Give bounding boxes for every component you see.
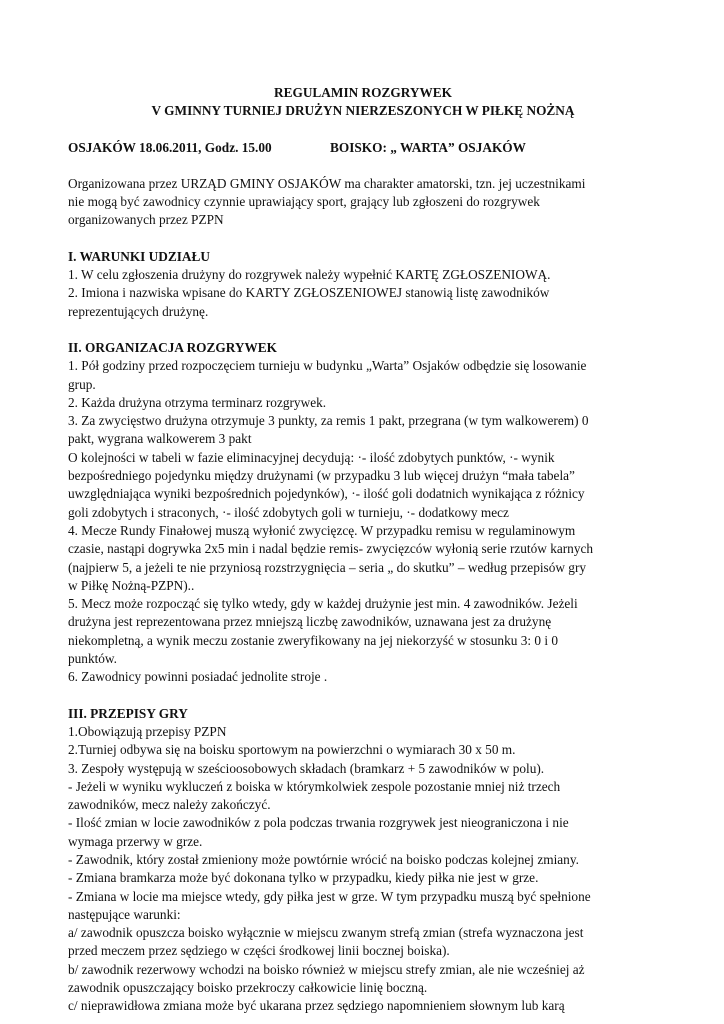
section-line: c/ nieprawidłowa zmiana może być ukarana przez sędziego napomnieniem słownym lub karą (68, 998, 565, 1014)
section-line: - Zmiana bramkarza może być dokonana tylko w przypadku, kiedy piłka nie jest w grze. (68, 870, 539, 886)
title-line-1: REGULAMIN ROZGRYWEK (274, 85, 452, 100)
section-line: 6. Zawodnicy powinni posiadać jednolite stroje . (68, 669, 328, 685)
intro-line: Organizowana przez URZĄD GMINY OSJAKÓW ma charakter amatorski, tzn. jej uczestnikami (68, 175, 586, 191)
section-line: 2.Turniej odbywa się na boisku sportowym na powierzchni o wymiarach 30 x 50 m. (68, 742, 516, 758)
section-line: 4. Mecze Rundy Finałowej muszą wyłonić zwycięzcę. W przypadku remisu w regulaminowym (68, 522, 576, 538)
section-line: O kolejności w tabeli w fazie eliminacyjnej decydują: ·- ilość zdobytych punktów, ·- wynik (68, 449, 555, 465)
section-line: reprezentujących drużynę. (68, 303, 209, 319)
date-place-row (68, 139, 658, 157)
section-heading: III. PRZEPISY GRY (68, 705, 188, 721)
section-line: przed meczem przez sędziego w części środkowej linii bocznej boiska). (68, 943, 450, 959)
section-line: - Ilość zmian w locie zawodników z pola podczas trwania rozgrywek jest nieograniczona i nie (68, 815, 569, 831)
section-line: 2. Każda drużyna otrzyma terminarz rozgrywek. (68, 394, 327, 410)
section-line: - Jeżeli w wyniku wykluczeń z boiska w którymkolwiek zespole pozostanie mniej niż trzech (68, 778, 561, 794)
section-line: uwzględniająca wyniki bezpośrednich pojedynków), ·- ilość goli dodatnich wynikająca z różnicy (68, 486, 585, 502)
section-line: 1. Pół godziny przed rozpoczęciem turnieju w budynku „Warta” Osjaków odbędzie się losowanie (68, 358, 587, 374)
section-heading: I. WARUNKI UDZIAŁU (68, 248, 210, 264)
section-game-rules (68, 705, 658, 1016)
section-line: czasie, nastąpi dogrywka 2x5 min i nadal będzie remis- zwycięzców wyłonią serie rzutów karnych (68, 541, 594, 557)
section-organization (68, 339, 658, 687)
section-line: niekompletną, a wynik meczu zostanie zweryfikowany na jej niekorzyść w stosunku 3: 0 i 0 (68, 632, 559, 648)
section-line: wymaga przerwy w grze. (68, 833, 203, 849)
section-line: w Piłkę Nożną-PZPN).. (68, 577, 195, 593)
section-line: (najpierw 5, a jeżeli te nie przyniosą rozstrzygnięcia – seria „ do skutku” – według przepisów gry (68, 559, 587, 575)
section-line: b/ zawodnik rezerwowy wchodzi na boisko również w miejscu strefy zmian, ale nie wcześniej aż (68, 961, 585, 977)
section-participation (68, 248, 658, 321)
section-line: drużyna jest reprezentowana przez mniejszą liczbę zawodników, uznawana jest za drużynę (68, 614, 552, 630)
section-heading: II. ORGANIZACJA ROZGRYWEK (68, 339, 277, 355)
section-line: następujące warunki: (68, 906, 181, 922)
document-title (68, 84, 658, 121)
section-line: zawodnik opuszczający boisko przekroczy całkowicie linię boczną. (68, 980, 428, 996)
section-line: 1.Obowiązują przepisy PZPN (68, 723, 227, 739)
section-line: grup. (68, 376, 96, 392)
section-line: 3. Za zwycięstwo drużyna otrzymuje 3 punkty, za remis 1 pakt, przegrana (w tym walkowerem) 0 (68, 413, 589, 429)
intro-line: organizowanych przez PZPN (68, 212, 224, 228)
section-line: 1. W celu zgłoszenia drużyny do rozgrywek należy wypełnić KARTĘ ZGŁOSZENIOWĄ. (68, 267, 551, 283)
section-line: a/ zawodnik opuszcza boisko wyłącznie w miejscu zwanym strefą zmian (strefa wyznaczona jest (68, 925, 584, 941)
section-line: 3. Zespoły występują w sześcioosobowych składach (bramkarz + 5 zawodników w polu). (68, 760, 545, 776)
intro-paragraph (68, 175, 658, 230)
section-line: goli zdobytych i straconych, ·- ilość zdobytych goli w turnieju, ·- dodatkowy mecz (68, 504, 509, 520)
title-line-2: V GMINNY TURNIEJ DRUŻYN NIERZESZONYCH W PIŁKĘ NOŻNĄ (151, 103, 575, 119)
section-line: punktów. (68, 651, 117, 667)
section-line: 2. Imiona i nazwiska wpisane do KARTY ZGŁOSZENIOWEJ stanowią listę zawodników (68, 285, 550, 301)
section-line: 5. Mecz może rozpocząć się tylko wtedy, gdy w każdej drużynie jest min. 4 zawodników. Jeżeli (68, 596, 578, 612)
intro-line: nie mogą być zawodnicy czynnie uprawiający sport, grający lub zgłoszeni do rozgrywek (68, 194, 540, 210)
document-page (68, 84, 658, 1016)
section-line: - Zawodnik, który został zmieniony może powtórnie wrócić na boisko podczas kolejnej zmiany. (68, 851, 579, 867)
section-line: zawodników, mecz należy zakończyć. (68, 797, 271, 813)
section-line: bezpośredniego pojedynku między drużynami (w przypadku 3 lub więcej drużyn “mała tabela” (68, 468, 575, 484)
date-place: OSJAKÓW 18.06.2011, Godz. 15.00 (68, 139, 272, 155)
section-line: pakt, wygrana walkowerem 3 pakt (68, 431, 252, 447)
field-name: BOISKO: „ WARTA” OSJAKÓW (330, 139, 526, 155)
section-line: - Zmiana w locie ma miejsce wtedy, gdy piłka jest w grze. W tym przypadku muszą być spełnione (68, 888, 591, 904)
